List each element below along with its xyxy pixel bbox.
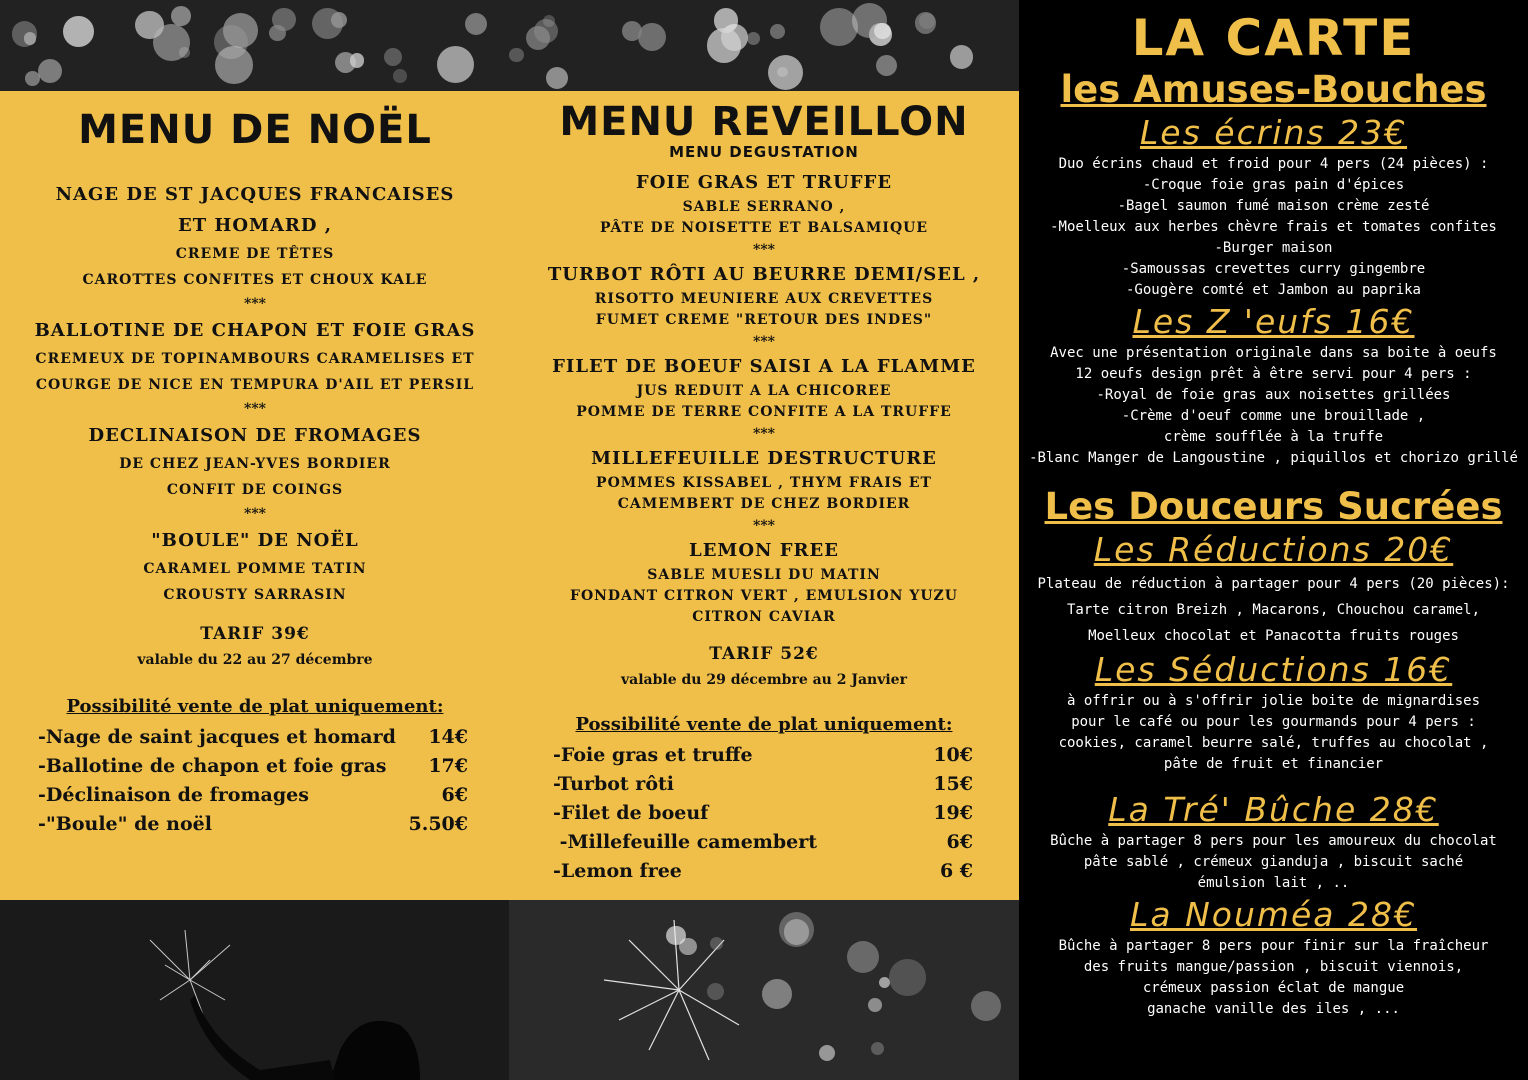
menus-background xyxy=(0,91,1019,900)
dish-separator: *** xyxy=(753,242,775,258)
bokeh-light xyxy=(509,48,524,63)
dish-separator: *** xyxy=(244,506,266,522)
la-carte-title: LA CARTE xyxy=(1131,9,1416,67)
plat-name: -Nage de saint jacques et homard xyxy=(38,726,396,748)
carte-item-line: -Burger maison xyxy=(1214,240,1333,256)
carte-item-description xyxy=(1019,571,1528,649)
carte-item-title: Les Réductions 20€ xyxy=(1093,530,1454,569)
carte-item-line: pour le café ou pour les gourmands pour 4 pers : xyxy=(1071,714,1476,730)
dish-name: FOIE GRAS ET TRUFFE xyxy=(635,172,893,193)
bokeh-photo-top-middle xyxy=(509,0,1019,91)
dish-description: CONFIT DE COINGS xyxy=(166,482,344,498)
bokeh-photo-top-left xyxy=(0,0,509,91)
menu-noel-dishes xyxy=(20,179,490,608)
carte-item-line: 12 oeufs design prêt à être servi pour 4 pers : xyxy=(1075,366,1472,382)
bokeh-light xyxy=(747,32,760,45)
plat-row xyxy=(553,799,973,828)
bokeh-light xyxy=(38,59,62,83)
plat-price: 6€ xyxy=(946,831,973,853)
menu-reveillon xyxy=(529,91,999,886)
carte-item-description xyxy=(1019,343,1528,469)
dish-description: CARAMEL POMME TATIN xyxy=(143,561,367,577)
carte-item-line: Tarte citron Breizh , Macarons, Chouchou caramel, xyxy=(1066,602,1480,618)
plat-row xyxy=(38,810,468,839)
dish-description: JUS REDUIT A LA CHICOREE xyxy=(636,383,892,399)
menu-reveillon-possibility-title: Possibilité vente de plat uniquement: xyxy=(575,714,953,735)
plat-row xyxy=(553,828,973,857)
plat-row xyxy=(38,752,468,781)
carte-item-line: -Royal de foie gras aux noisettes grillées xyxy=(1096,387,1451,403)
carte-item-description xyxy=(1019,831,1528,894)
bokeh-light xyxy=(784,919,810,945)
carte-item-line: crémeux passion éclat de mangue xyxy=(1142,980,1405,996)
plat-price: 10€ xyxy=(933,744,973,766)
carte-item-line: émulsion lait , .. xyxy=(1197,875,1350,891)
bokeh-light xyxy=(215,46,253,84)
carte-item-line: cookies, caramel beurre salé, truffes au chocolat , xyxy=(1058,735,1489,751)
carte-item-line: -Samoussas crevettes curry gingembre xyxy=(1121,261,1426,277)
section-title: Les Douceurs Sucrées xyxy=(1044,485,1503,528)
plat-price: 14€ xyxy=(428,726,468,748)
carte-item-line: Avec une présentation originale dans sa boite à oeufs xyxy=(1050,345,1497,361)
plat-row xyxy=(553,857,973,886)
dish-separator: *** xyxy=(753,426,775,442)
carte-item-line: à offrir ou à s'offrir jolie boite de mignardises xyxy=(1066,693,1480,709)
plat-price: 19€ xyxy=(933,802,973,824)
bokeh-light xyxy=(25,71,40,86)
dish-description: CROUSTY SARRASIN xyxy=(163,587,347,603)
carte-item-description xyxy=(1019,691,1528,775)
plat-row xyxy=(38,723,468,752)
carte-item-description xyxy=(1019,154,1528,301)
dish-description: RISOTTO MEUNIERE AUX CREVETTES xyxy=(594,291,934,307)
menu-reveillon-dishes xyxy=(529,169,999,628)
plat-row xyxy=(553,741,973,770)
menu-reveillon-subtitle: MENU DEGUSTATION xyxy=(669,143,859,161)
menu-noel-possibility-title: Possibilité vente de plat uniquement: xyxy=(66,696,444,717)
carte-item-line: crème soufflée à la truffe xyxy=(1163,429,1384,445)
plat-price: 6€ xyxy=(441,784,468,806)
dish-description: CREMEUX DE TOPINAMBOURS CARAMELISES ET xyxy=(35,351,475,367)
menu-noel-plat-list xyxy=(20,723,468,839)
dish-name: MILLEFEUILLE DESTRUCTURE xyxy=(591,448,937,469)
dish-description: CITRON CAVIAR xyxy=(692,609,836,625)
bokeh-light xyxy=(889,959,925,995)
bokeh-light xyxy=(707,28,742,63)
dish-name: LEMON FREE xyxy=(689,540,839,561)
plat-name: -Lemon free xyxy=(553,860,682,882)
bokeh-light xyxy=(63,16,94,47)
bokeh-light xyxy=(350,53,364,67)
bokeh-light xyxy=(820,8,858,46)
plat-name: -"Boule" de noël xyxy=(38,813,212,835)
bokeh-light xyxy=(971,991,1001,1021)
dish-name: BALLOTINE DE CHAPON ET FOIE GRAS xyxy=(34,320,476,341)
dish-separator: *** xyxy=(753,334,775,350)
dish-separator: *** xyxy=(244,401,266,417)
plat-name: -Foie gras et truffe xyxy=(553,744,753,766)
dish-description: SABLE SERRANO , xyxy=(682,199,846,215)
carte-item-line: Bûche à partager 8 pers pour finir sur la fraîcheur xyxy=(1058,938,1489,954)
plat-price: 17€ xyxy=(428,755,468,777)
menu-noel-validity: valable du 22 au 27 décembre xyxy=(137,652,373,668)
menu-noel-title: MENU DE NOËL xyxy=(78,107,432,153)
bokeh-light xyxy=(876,55,897,76)
carte-item-line: -Crème d'oeuf comme une brouillade , xyxy=(1121,408,1426,424)
menu-noel xyxy=(20,91,490,839)
carte-item-line: -Moelleux aux herbes chèvre frais et tomates confites xyxy=(1050,219,1497,235)
dish-description: CAMEMBERT DE CHEZ BORDIER xyxy=(617,496,911,512)
carte-item-line: des fruits mangue/passion , biscuit viennois, xyxy=(1083,959,1464,975)
dish-description: FONDANT CITRON VERT , EMULSION YUZU xyxy=(570,588,958,604)
carte-item-title: La Nouméa 28€ xyxy=(1129,895,1418,934)
dish-name: TURBOT RÔTI AU BEURRE DEMI/SEL , xyxy=(547,264,981,285)
bokeh-light xyxy=(915,12,936,33)
section-title: les Amuses-Bouches xyxy=(1060,68,1487,111)
plat-price: 6 € xyxy=(939,860,973,882)
plat-name: -Déclinaison de fromages xyxy=(38,784,309,806)
carte-item-line: -Blanc Manger de Langoustine , piquillos et chorizo grillé xyxy=(1029,450,1518,466)
dish-description: CREME DE TÊTES xyxy=(175,246,335,262)
carte-item-title: Les Z 'eufs 16€ xyxy=(1132,302,1415,341)
bokeh-light xyxy=(526,26,550,50)
menu-reveillon-plat-list xyxy=(529,741,973,886)
dish-name: ET HOMARD , xyxy=(177,215,333,236)
sparkler-silhouette-icon xyxy=(0,900,509,1080)
carte-item-title: Les Séductions 16€ xyxy=(1094,650,1453,689)
menu-noel-tarif: TARIF 39€ xyxy=(200,624,310,644)
sparkler-photo-bottom-left xyxy=(0,900,509,1080)
carte-item-title: Les écrins 23€ xyxy=(1139,113,1408,152)
dish-description: PÂTE DE NOISETTE ET BALSAMIQUE xyxy=(599,220,929,236)
dish-name: FILET DE BOEUF SAISI A LA FLAMME xyxy=(552,356,976,377)
dish-description: POMMES KISSABEL , THYM FRAIS ET xyxy=(596,475,932,491)
bokeh-light xyxy=(12,21,38,47)
bokeh-light xyxy=(868,998,882,1012)
carte-item-line: -Bagel saumon fumé maison crème zesté xyxy=(1117,198,1430,214)
bokeh-light xyxy=(874,23,891,40)
carte-item-line: Duo écrins chaud et froid pour 4 pers (24 pièces) : xyxy=(1058,156,1489,172)
carte-item-title: La Tré' Bûche 28€ xyxy=(1108,790,1439,829)
carte-item-line: pâte sablé , crémeux gianduja , biscuit saché xyxy=(1083,854,1464,870)
dish-description: POMME DE TERRE CONFITE A LA TRUFFE xyxy=(576,404,952,420)
la-carte-panel xyxy=(1019,0,1528,1080)
carte-item-line: Plateau de réduction à partager pour 4 pers (20 pièces): xyxy=(1037,576,1510,592)
bokeh-light xyxy=(770,24,786,40)
plat-name: -Ballotine de chapon et foie gras xyxy=(38,755,387,777)
bokeh-light xyxy=(269,25,286,42)
dish-name: NAGE DE ST JACQUES FRANCAISES xyxy=(55,184,455,205)
menu-reveillon-tarif: TARIF 52€ xyxy=(709,644,819,664)
la-carte-sections xyxy=(1019,68,1528,1020)
bokeh-light xyxy=(950,45,974,69)
menu-reveillon-validity: valable du 29 décembre au 2 Janvier xyxy=(621,672,907,688)
carte-item-line: ganache vanille des iles , ... xyxy=(1147,1001,1400,1017)
bokeh-light xyxy=(393,69,407,83)
plat-name: -Turbot rôti xyxy=(553,773,674,795)
bokeh-light xyxy=(384,48,402,66)
bokeh-light xyxy=(312,8,343,39)
dish-description: FUMET CREME "RETOUR DES INDES" xyxy=(595,312,933,328)
carte-item-line: Bûche à partager 8 pers pour les amoureux du chocolat xyxy=(1050,833,1497,849)
menu-reveillon-title: MENU REVEILLON xyxy=(559,99,969,145)
carte-item-line: pâte de fruit et financier xyxy=(1163,756,1384,772)
plat-price: 5.50€ xyxy=(408,813,468,835)
bokeh-light xyxy=(768,55,804,91)
dish-description: CAROTTES CONFITES ET CHOUX KALE xyxy=(82,272,428,288)
dish-description: DE CHEZ JEAN-YVES BORDIER xyxy=(119,456,391,472)
dish-name: DECLINAISON DE FROMAGES xyxy=(88,425,422,446)
bokeh-light xyxy=(171,6,191,26)
dish-separator: *** xyxy=(244,296,266,312)
plat-row xyxy=(553,770,973,799)
dish-name: "BOULE" DE NOËL xyxy=(151,530,359,551)
dish-separator: *** xyxy=(753,518,775,534)
dish-description: SABLE MUESLI DU MATIN xyxy=(647,567,881,583)
bokeh-light xyxy=(638,23,666,51)
carte-item-line: Moelleux chocolat et Panacotta fruits rouges xyxy=(1088,628,1459,644)
carte-item-line: -Croque foie gras pain d'épices xyxy=(1142,177,1405,193)
bokeh-light xyxy=(546,67,568,89)
dish-description: COURGE DE NICE EN TEMPURA D'AIL ET PERSIL xyxy=(35,377,475,393)
carte-item-description xyxy=(1019,936,1528,1020)
plat-name: -Filet de boeuf xyxy=(553,802,709,824)
plat-name: -Millefeuille camembert xyxy=(553,831,818,853)
bokeh-light xyxy=(437,46,474,83)
plat-price: 15€ xyxy=(933,773,973,795)
plat-row xyxy=(38,781,468,810)
bokeh-light xyxy=(179,47,189,57)
bokeh-light xyxy=(465,13,487,35)
carte-item-line: -Gougère comté et Jambon au paprika xyxy=(1125,282,1421,298)
sparkler-photo-bottom-middle xyxy=(509,900,1019,1080)
